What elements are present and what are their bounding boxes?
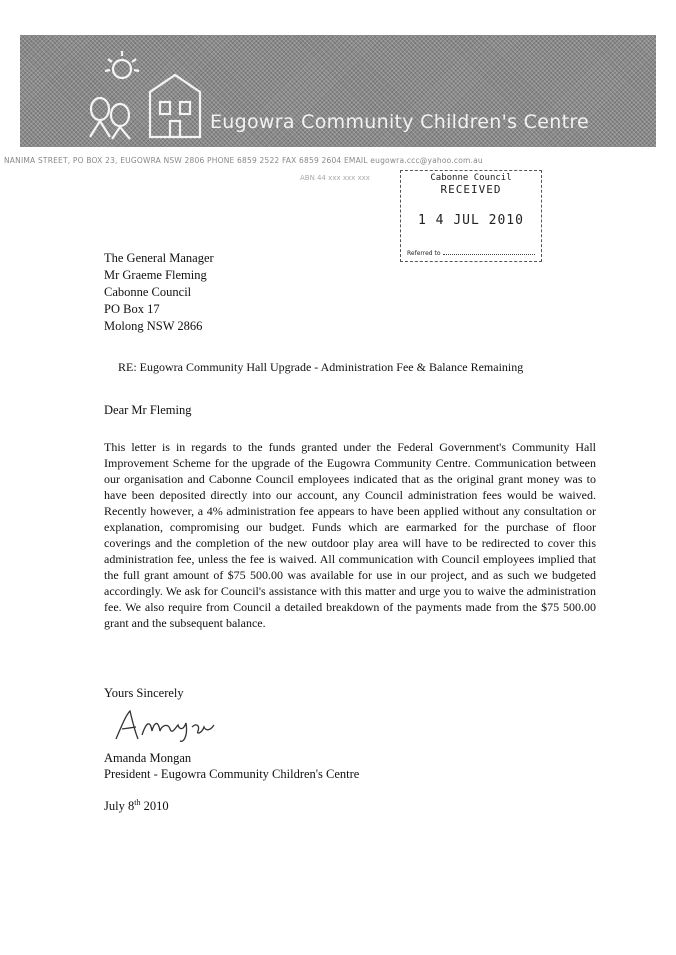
- received-stamp: [400, 170, 542, 262]
- stamp-status: RECEIVED: [440, 183, 502, 196]
- stamp-date: 1 4 JUL 2010: [418, 213, 524, 228]
- salutation: Dear Mr Fleming: [104, 403, 192, 417]
- date-year: 2010: [140, 799, 169, 814]
- stamp-referred-line: [443, 254, 535, 255]
- recipient-line: Molong NSW 2866: [104, 319, 203, 333]
- recipient-line: The General Manager: [104, 251, 214, 265]
- stamp-referred-label: Referred to: [407, 250, 441, 257]
- recipient-line: Cabonne Council: [104, 285, 192, 299]
- letter-date: [104, 798, 169, 814]
- subject-line: RE: Eugowra Community Hall Upgrade - Administration Fee & Balance Remaining: [118, 360, 524, 374]
- date-ordinal: th: [134, 798, 141, 807]
- recipient-line: PO Box 17: [104, 302, 160, 316]
- signatory-name: Amanda Mongan: [104, 751, 192, 765]
- recipient-line: Mr Graeme Fleming: [104, 268, 207, 282]
- letter-body: This letter is in regards to the funds granted under the Federal Government's Community Hall Improvement Scheme for the upgrade of the Eugowra Community Centre. Communication between our organisation and Cabonne Council employees indicated that as the original grant money was to have been deposited directly into our account, any Council administration fees would be waived. Recently however, a 4% administration fee appears to have been applied without any consultation or explanation, compromising our budget. Funds which are earmarked for the purchase of floor coverings and the completion of the new outdoor play area will have to be redirected to cover this administration fee, unless the fee is waived. All communication with Council employees implied that the full grant amount of $75 500.00 was available for use in our project, and as such we budgeted accordingly. We ask for Council's assistance with this matter and urge you to waive the administration fee. We also require from Council a detailed breakdown of the payments made from the $75 500.00 grant and the subsequent balance.: [104, 440, 596, 630]
- date-month-day: July 8: [104, 799, 135, 814]
- organisation-name: Eugowra Community Children's Centre: [210, 111, 590, 133]
- letterhead-contact-line: NANIMA STREET, PO BOX 23, EUGOWRA NSW 2806 PHONE 6859 2522 FAX 6859 2604 EMAIL eugowra.ccc@yahoo.com.au: [4, 156, 483, 165]
- stamp-organisation: Cabonne Council: [430, 173, 512, 183]
- handwritten-signature: [112, 705, 222, 745]
- recipient-address: [104, 250, 214, 335]
- signatory-title: President - Eugowra Community Children's Centre: [104, 767, 360, 781]
- letterhead-banner: [20, 35, 656, 147]
- signatory-block: [104, 750, 359, 782]
- letterhead-abn-line: ABN 44 xxx xxx xxx: [300, 174, 370, 182]
- children-house-logo-icon: [80, 47, 230, 142]
- closing: Yours Sincerely: [104, 686, 184, 700]
